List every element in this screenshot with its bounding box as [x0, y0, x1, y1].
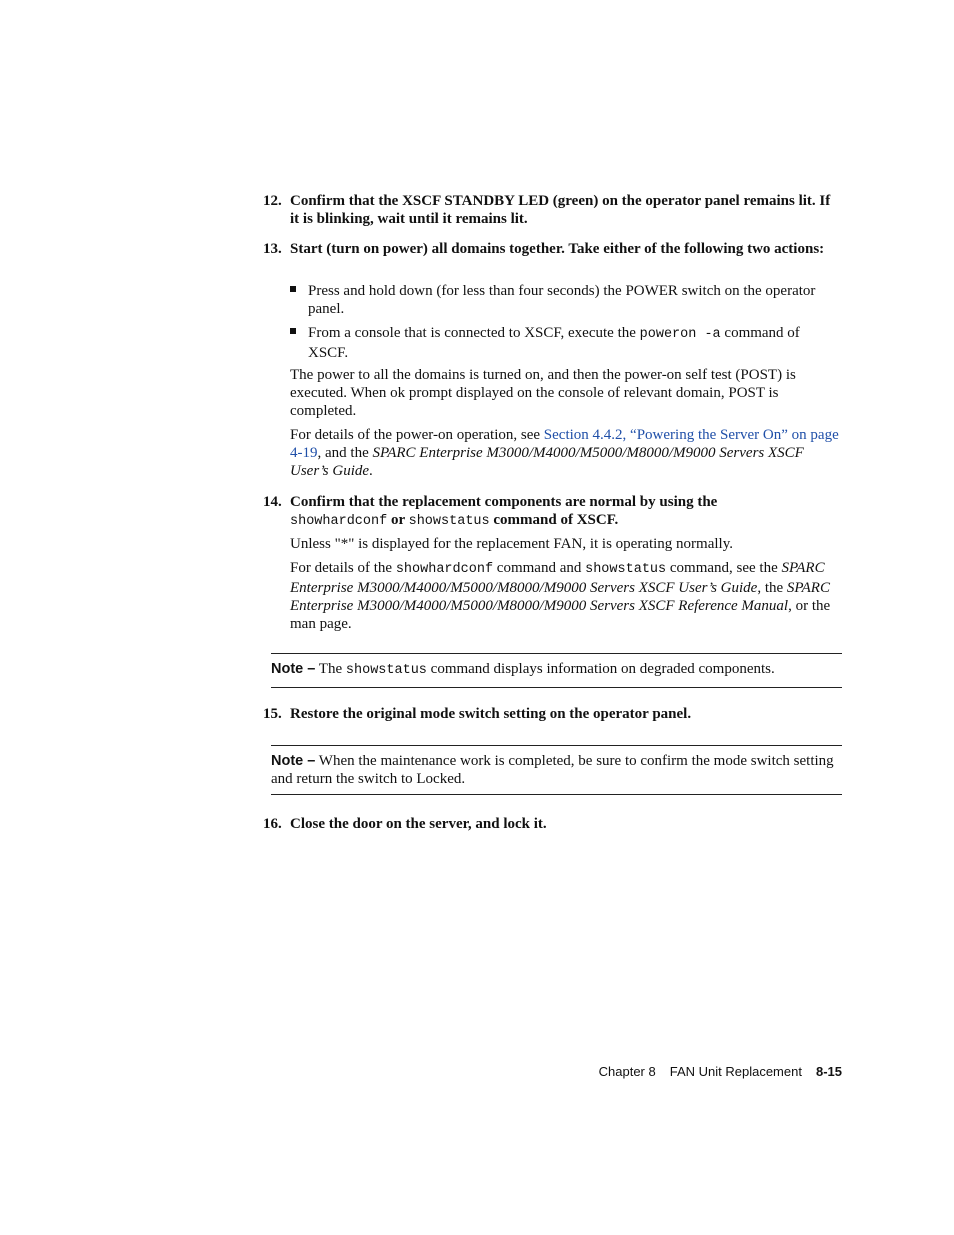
- text-run: .: [369, 463, 373, 479]
- step-text: Restore the original mode switch setting on the operator panel.: [290, 706, 692, 722]
- step-12: [263, 192, 843, 228]
- bullet-text: Press and hold down (for less than four seconds) the POWER switch on the operator panel.: [308, 283, 816, 317]
- bullet-square-icon: [290, 286, 296, 292]
- paragraph: [290, 426, 842, 480]
- text-run: , the: [757, 580, 787, 596]
- step-16: [263, 815, 843, 833]
- note-box: [271, 745, 842, 795]
- bullet-square-icon: [290, 328, 296, 334]
- step-number: 13.: [263, 241, 282, 257]
- text-run: When the maintenance work is completed, be sure to confirm the mode switch setting and return the switch to Locked.: [271, 753, 834, 787]
- step-text: Confirm that the XSCF STANDBY LED (green) on the operator panel remains lit. If it is blinking, wait until it remains lit.: [290, 193, 831, 227]
- footer-title: FAN Unit Replacement: [669, 1064, 802, 1079]
- document-title: SPARC Enterprise M3000/M4000/M5000/M8000/M9000 Servers XSCF User’s Guide: [290, 560, 825, 596]
- step-text: [290, 493, 843, 531]
- cross-reference-link[interactable]: Section 4.4.2, “Powering the Server On” on page 4-19: [290, 427, 839, 461]
- step-14: [263, 493, 843, 531]
- text-run: , and the: [317, 445, 373, 461]
- step-text: Start (turn on power) all domains together. Take either of the following two actions:: [290, 241, 825, 257]
- paragraph: The power to all the domains is turned on, and then the power-on self test (POST) is executed. When ok prompt displayed on the console of relevant domain, POST is completed.: [290, 367, 796, 419]
- paragraph: Unless "*" is displayed for the replacement FAN, it is operating normally.: [290, 536, 733, 552]
- text-run: command of XSCF.: [308, 325, 800, 361]
- step-13: [263, 240, 843, 258]
- bullet-item: [290, 324, 842, 362]
- text-run: Confirm that the replacement components are normal by using the: [290, 494, 718, 510]
- code-showhardconf: showhardconf: [290, 514, 388, 529]
- step-15: [263, 705, 843, 723]
- footer-chapter: Chapter 8: [598, 1064, 656, 1079]
- code-showstatus: showstatus: [345, 663, 427, 678]
- bullet-item: [290, 282, 842, 318]
- text-run: command displays information on degraded components.: [426, 661, 775, 677]
- code-showhardconf: showhardconf: [395, 562, 494, 577]
- page-footer: [560, 1063, 842, 1081]
- text-run: For details of the: [290, 560, 396, 576]
- text-run: or: [387, 512, 409, 528]
- note-label: Note –: [271, 661, 316, 677]
- document-title: SPARC Enterprise M3000/M4000/M5000/M8000/M9000 Servers XSCF Reference Manual: [290, 580, 830, 614]
- page-number: 8-15: [815, 1064, 842, 1079]
- text-run: The: [315, 661, 346, 677]
- note-label: Note –: [271, 753, 316, 769]
- text-run: command, see the: [666, 560, 782, 576]
- text-run: command and: [493, 560, 586, 576]
- note-box: [271, 653, 842, 688]
- text-run: For details of the power-on operation, see: [290, 427, 544, 443]
- step-number: 14.: [263, 494, 282, 510]
- code-showstatus: showstatus: [408, 514, 490, 529]
- step-text: Close the door on the server, and lock it.: [290, 816, 547, 832]
- code-poweron: poweron -a: [639, 327, 721, 342]
- step-number: 12.: [263, 193, 282, 209]
- bullet-text: [308, 324, 842, 362]
- text-run: , or the man page.: [290, 598, 831, 632]
- paragraph: [290, 559, 842, 633]
- text-run: command of XSCF.: [489, 512, 619, 528]
- step-number: 16.: [263, 816, 282, 832]
- text-run: From a console that is connected to XSCF, execute the: [308, 325, 640, 341]
- step-number: 15.: [263, 706, 282, 722]
- code-showstatus: showstatus: [585, 562, 667, 577]
- document-title: SPARC Enterprise M3000/M4000/M5000/M8000/M9000 Servers XSCF User’s Guide: [290, 445, 804, 479]
